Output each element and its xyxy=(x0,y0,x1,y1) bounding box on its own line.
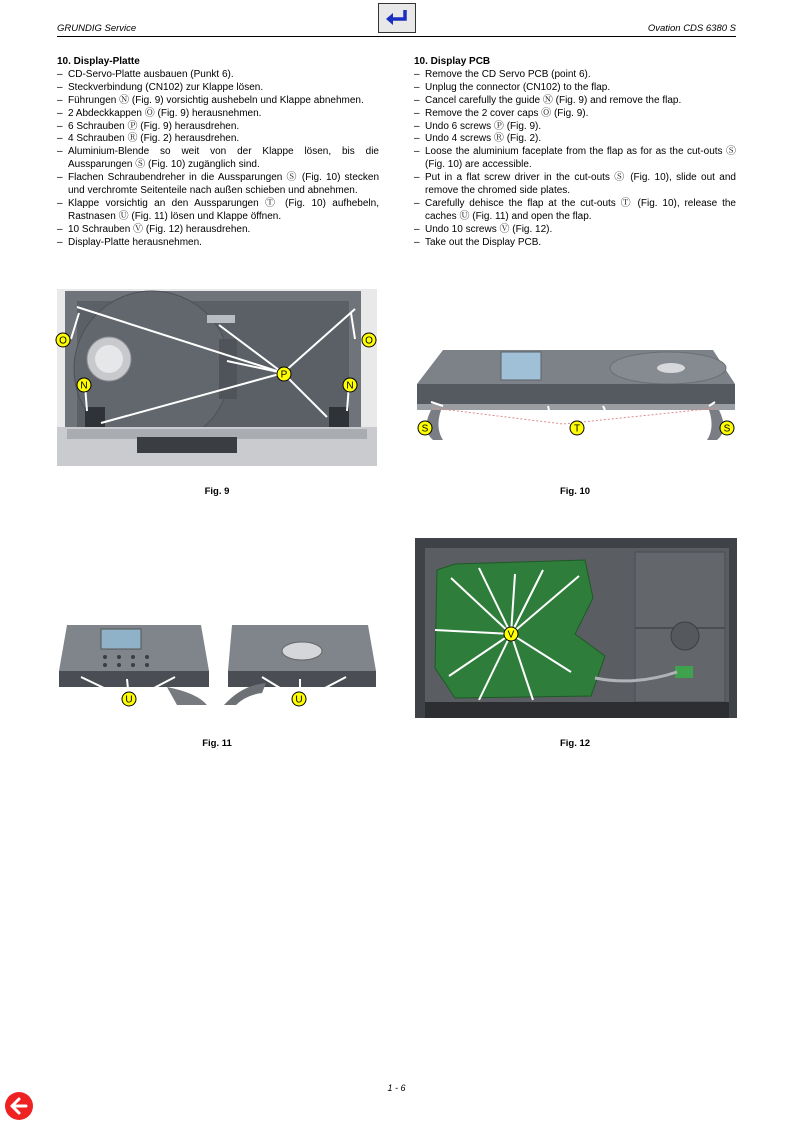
marker-s-right xyxy=(719,420,735,436)
list-item: – Carefully dehisce the flap at the cut-outs Ⓣ (Fig. 10), release the caches Ⓤ (Fig. 11) and open the flap. xyxy=(414,198,736,224)
english-title: 10. Display PCB xyxy=(414,56,491,67)
header-right: Ovation CDS 6380 S xyxy=(647,23,736,34)
list-item: – Cancel carefully the guide Ⓝ (Fig. 9) and remove the flap. xyxy=(414,95,736,108)
list-item: – Remove the CD Servo PCB (point 6). xyxy=(414,69,736,82)
list-item: – Aluminium-Blende so weit von der Klappe lösen, bis die Aussparungen Ⓢ (Fig. 10) zugänglich sind. xyxy=(57,146,379,172)
marker-label: O xyxy=(365,335,373,347)
list-item: – Unplug the connector (CN102) to the flap. xyxy=(414,82,736,95)
marker-label: V xyxy=(507,629,515,641)
figure-11-caption: Fig. 11 xyxy=(202,738,232,749)
return-arrow-icon xyxy=(383,7,411,29)
figure-9-caption: Fig. 9 xyxy=(204,486,230,497)
header-rule xyxy=(57,36,736,37)
marker-label: N xyxy=(80,380,88,392)
list-item: – Flachen Schraubendreher in die Aussparungen Ⓢ (Fig. 10) stecken und verchromte Seitenteile nach außen schieben und abnehmen. xyxy=(57,172,379,198)
marker-label: N xyxy=(346,380,354,392)
previous-page-button[interactable] xyxy=(5,1092,33,1120)
marker-label: T xyxy=(573,423,581,435)
figure-10-caption: Fig. 10 xyxy=(559,486,591,497)
german-steps xyxy=(57,69,379,250)
figure-12-caption: Fig. 12 xyxy=(559,738,591,749)
marker-label: P xyxy=(280,369,288,381)
marker-n-left xyxy=(76,377,92,393)
list-item: – 2 Abdeckkappen Ⓞ (Fig. 9) herausnehmen. xyxy=(57,108,379,121)
page-number: 1 - 6 xyxy=(387,1083,406,1093)
list-item: – Remove the 2 cover caps Ⓞ (Fig. 9). xyxy=(414,108,736,121)
marker-n-right xyxy=(342,377,358,393)
english-steps xyxy=(414,69,736,250)
marker-label: O xyxy=(59,335,67,347)
list-item: – CD-Servo-Platte ausbauen (Punkt 6). xyxy=(57,69,379,82)
figure-9-photo xyxy=(57,289,377,466)
marker-o-left xyxy=(55,332,71,348)
list-item: – 10 Schrauben Ⓥ (Fig. 12) herausdrehen. xyxy=(57,224,379,237)
list-item: – 4 Schrauben Ⓡ (Fig. 2) herausdrehen. xyxy=(57,133,379,146)
list-item: – Undo 4 screws Ⓡ (Fig. 2). xyxy=(414,133,736,146)
marker-s-left xyxy=(417,420,433,436)
marker-u-right xyxy=(291,691,307,707)
marker-u-left xyxy=(121,691,137,707)
header-left: GRUNDIG Service xyxy=(57,23,137,34)
marker-o-right xyxy=(361,332,377,348)
left-arrow-icon xyxy=(9,1096,29,1116)
list-item: – Steckverbindung (CN102) zur Klappe lösen. xyxy=(57,82,379,95)
english-column xyxy=(414,56,736,250)
marker-label: U xyxy=(125,694,133,706)
list-item: – Klappe vorsichtig an den Aussparungen Ⓣ (Fig. 10) aufhebeln, Rastnasen Ⓤ (Fig. 11) lösen und Klappe öffnen. xyxy=(57,198,379,224)
list-item: – Display-Platte herausnehmen. xyxy=(57,237,379,250)
german-column xyxy=(57,56,379,250)
list-item: – Führungen Ⓝ (Fig. 9) vorsichtig aushebeln und Klappe abnehmen. xyxy=(57,95,379,108)
list-item: – Put in a flat screw driver in the cut-outs Ⓢ (Fig. 10), slide out and remove the chromed side plates. xyxy=(414,172,736,198)
marker-p xyxy=(276,366,292,382)
marker-t xyxy=(569,420,585,436)
marker-label: S xyxy=(723,423,731,435)
marker-label: U xyxy=(295,694,303,706)
figure-12-photo xyxy=(415,538,737,718)
list-item: – Undo 10 screws Ⓥ (Fig. 12). xyxy=(414,224,736,237)
list-item: – Take out the Display PCB. xyxy=(414,237,736,250)
list-item: – 6 Schrauben Ⓟ (Fig. 9) herausdrehen. xyxy=(57,121,379,134)
back-button[interactable] xyxy=(378,3,416,33)
list-item: – Undo 6 screws Ⓟ (Fig. 9). xyxy=(414,121,736,134)
marker-v xyxy=(503,626,519,642)
german-title: 10. Display-Platte xyxy=(57,56,140,67)
marker-label: S xyxy=(421,423,429,435)
list-item: – Loose the aluminium faceplate from the flap as for as the cut-outs Ⓢ (Fig. 10) are accessible. xyxy=(414,146,736,172)
